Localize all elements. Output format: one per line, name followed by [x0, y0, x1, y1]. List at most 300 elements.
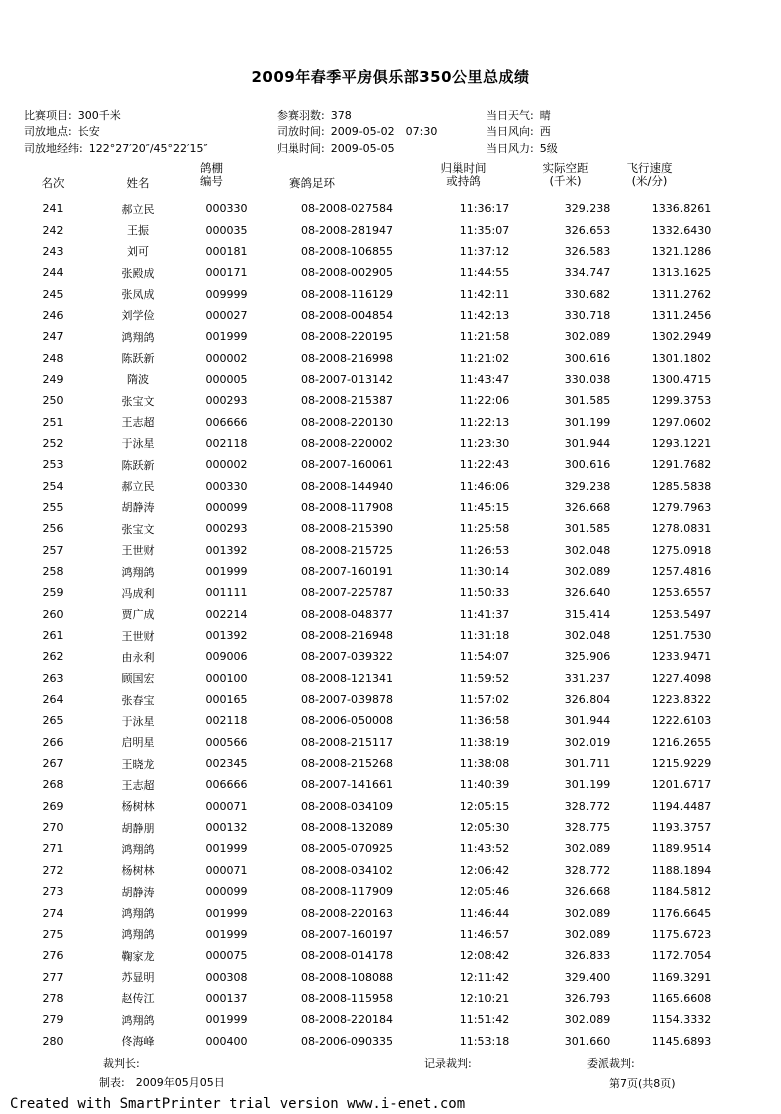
name-cell: 鸿翔鸽: [121, 1013, 155, 1027]
name-cell: 郝立民: [121, 202, 155, 216]
return-time-label: 归巢时间:: [277, 142, 325, 155]
rank-cell: 261: [42, 629, 64, 643]
rank-cell: 241: [42, 202, 64, 216]
speed-cell: 1301.1802: [651, 351, 712, 365]
distance-cell: 302.048: [564, 543, 611, 557]
distance-cell: 301.660: [564, 1034, 611, 1048]
table-row: [20, 604, 726, 625]
speed-cell: 1299.3753: [651, 394, 712, 408]
distance-cell: 300.616: [564, 458, 611, 472]
name-cell: 刘可: [127, 245, 149, 259]
loft-code-cell: 000181: [205, 244, 248, 258]
header-ring: 赛鸽足环: [289, 176, 335, 190]
speed-cell: 1278.0831: [651, 522, 712, 536]
table-row: [20, 753, 726, 774]
arrival-time-cell: 11:53:18: [459, 1034, 510, 1048]
name-cell: 顾国宏: [121, 672, 155, 686]
distance-cell: 315.414: [564, 607, 611, 621]
wind-force-value: 5级: [539, 142, 558, 155]
speed-cell: 1293.1221: [651, 436, 712, 450]
distance-cell: 301.199: [564, 778, 611, 792]
loft-code-cell: 000075: [205, 949, 248, 963]
distance-cell: 302.089: [564, 330, 611, 344]
speed-cell: 1253.5497: [651, 607, 712, 621]
rank-cell: 243: [42, 244, 64, 258]
header-loft-code-line2: 编号: [200, 174, 223, 188]
rank-cell: 273: [42, 885, 64, 899]
rank-cell: 269: [42, 799, 64, 813]
rank-cell: 267: [42, 757, 64, 771]
event-value: 300千米: [77, 109, 121, 122]
speed-cell: 1311.2762: [651, 287, 712, 301]
speed-cell: 1193.3757: [651, 821, 712, 835]
speed-cell: 1201.6717: [651, 778, 712, 792]
header-distance: [516, 162, 615, 188]
loft-code-cell: 002214: [205, 607, 248, 621]
trial-watermark: Created with SmartPrinter trial version www.i-enet.com: [10, 1096, 466, 1112]
loft-code-cell: 009006: [205, 650, 248, 664]
table-row: [20, 988, 726, 1009]
distance-cell: 328.772: [564, 863, 611, 877]
loft-code-cell: 000002: [205, 458, 248, 472]
distance-cell: 300.616: [564, 351, 611, 365]
ring-cell: 08-2007-225787: [301, 586, 393, 600]
loft-code-cell: 000293: [205, 522, 248, 536]
arrival-time-cell: 11:59:52: [459, 671, 510, 685]
arrival-time-cell: 11:36:17: [459, 202, 510, 216]
speed-cell: 1176.6645: [651, 906, 712, 920]
entries-label: 参赛羽数:: [277, 109, 325, 122]
arrival-time-cell: 11:44:55: [459, 266, 510, 280]
weather-value: 晴: [539, 109, 551, 122]
rank-cell: 257: [42, 543, 64, 557]
name-cell: 贾广成: [121, 608, 155, 622]
name-cell: 胡静朋: [121, 821, 155, 835]
speed-cell: 1336.8261: [651, 202, 712, 216]
table-row: [20, 540, 726, 561]
arrival-time-cell: 11:23:30: [459, 436, 510, 450]
table-row: [20, 1030, 726, 1051]
table-row: [20, 668, 726, 689]
info-wind-direction: [486, 124, 551, 140]
distance-cell: 302.019: [564, 735, 611, 749]
arrival-time-cell: 12:05:46: [459, 885, 510, 899]
loft-code-cell: 002345: [205, 757, 248, 771]
table-row: [20, 497, 726, 518]
distance-cell: 328.775: [564, 821, 611, 835]
speed-cell: 1302.2949: [651, 330, 712, 344]
speed-cell: 1233.9471: [651, 650, 712, 664]
speed-cell: 1321.1286: [651, 244, 712, 258]
name-cell: 于泳星: [121, 437, 155, 451]
name-cell: 鸿翔鸽: [121, 907, 155, 921]
arrival-time-cell: 11:22:43: [459, 458, 510, 472]
arrival-time-cell: 12:06:42: [459, 863, 510, 877]
rank-cell: 249: [42, 372, 64, 386]
distance-cell: 331.237: [564, 671, 611, 685]
header-arrival-time-line1: 归巢时间: [440, 161, 487, 175]
loft-code-cell: 001392: [205, 629, 248, 643]
arrival-time-cell: 11:38:08: [459, 757, 510, 771]
speed-cell: 1300.4715: [651, 372, 712, 386]
speed-cell: 1223.8322: [651, 693, 712, 707]
distance-cell: 301.944: [564, 714, 611, 728]
loft-code-cell: 000071: [205, 799, 248, 813]
loft-code-cell: 001999: [205, 565, 248, 579]
name-cell: 由永利: [121, 650, 155, 664]
loft-code-cell: 001999: [205, 1013, 248, 1027]
arrival-time-cell: 12:08:42: [459, 949, 510, 963]
arrival-time-cell: 11:21:02: [459, 351, 510, 365]
name-cell: 冯成利: [121, 586, 155, 600]
ring-cell: 08-2007-160197: [301, 927, 393, 941]
name-cell: 王世财: [121, 629, 155, 643]
ring-cell: 08-2008-215725: [301, 543, 393, 557]
ring-cell: 08-2008-281947: [301, 223, 393, 237]
entries-value: 378: [330, 109, 352, 122]
speed-cell: 1175.6723: [651, 927, 712, 941]
ring-cell: 08-2005-070925: [301, 842, 393, 856]
distance-cell: 325.906: [564, 650, 611, 664]
loft-code-cell: 001999: [205, 906, 248, 920]
table-row: [20, 518, 726, 539]
info-coords: [24, 141, 208, 157]
name-cell: 鸿翔鸽: [121, 565, 155, 579]
header-speed: [605, 162, 694, 188]
table-row: [20, 390, 726, 411]
ring-cell: 08-2008-220195: [301, 330, 393, 344]
rank-cell: 263: [42, 671, 64, 685]
weather-label: 当日天气:: [486, 109, 534, 122]
name-cell: 赵传江: [121, 992, 155, 1006]
rank-cell: 271: [42, 842, 64, 856]
table-row: [20, 838, 726, 859]
loft-code-cell: 002118: [205, 714, 248, 728]
footer-appointed: 委派裁判:: [587, 1057, 635, 1070]
table-row: [20, 198, 726, 219]
ring-cell: 08-2008-220130: [301, 415, 393, 429]
name-cell: 王志超: [121, 778, 155, 792]
info-event: [24, 108, 121, 124]
distance-cell: 328.772: [564, 799, 611, 813]
arrival-time-cell: 11:36:58: [459, 714, 510, 728]
footer-referee: 裁判长:: [103, 1057, 140, 1070]
rank-cell: 245: [42, 287, 64, 301]
speed-cell: 1279.7963: [651, 500, 712, 514]
header-loft-code-line1: 鸽棚: [200, 161, 223, 175]
arrival-time-cell: 12:05:30: [459, 821, 510, 835]
rank-cell: 246: [42, 308, 64, 322]
name-cell: 鞠家龙: [121, 949, 155, 963]
speed-cell: 1172.7054: [651, 949, 712, 963]
rank-cell: 253: [42, 458, 64, 472]
ring-cell: 08-2006-050008: [301, 714, 393, 728]
header-arrival-time: [410, 162, 517, 188]
ring-cell: 08-2008-220002: [301, 436, 393, 450]
arrival-time-cell: 11:25:58: [459, 522, 510, 536]
arrival-time-cell: 12:11:42: [459, 970, 510, 984]
distance-cell: 326.668: [564, 885, 611, 899]
loft-code-cell: 000132: [205, 821, 248, 835]
rank-cell: 276: [42, 949, 64, 963]
return-time-value: 2009-05-05: [330, 142, 395, 155]
rank-cell: 278: [42, 991, 64, 1005]
name-cell: 鸿翔鸽: [121, 330, 155, 344]
arrival-time-cell: 11:46:57: [459, 927, 510, 941]
rank-cell: 266: [42, 735, 64, 749]
name-cell: 于泳星: [121, 714, 155, 728]
distance-cell: 326.583: [564, 244, 611, 258]
loft-code-cell: 000035: [205, 223, 248, 237]
info-release-place: [24, 124, 100, 140]
ring-cell: 08-2008-116129: [301, 287, 393, 301]
name-cell: 隋波: [127, 373, 149, 387]
distance-cell: 330.718: [564, 308, 611, 322]
arrival-time-cell: 11:21:58: [459, 330, 510, 344]
loft-code-cell: 006666: [205, 778, 248, 792]
speed-cell: 1275.0918: [651, 543, 712, 557]
header-name: 姓名: [126, 176, 150, 190]
table-row: [20, 945, 726, 966]
loft-code-cell: 000330: [205, 202, 248, 216]
ring-cell: 08-2008-132089: [301, 821, 393, 835]
table-row: [20, 774, 726, 795]
loft-code-cell: 000002: [205, 351, 248, 365]
distance-cell: 301.585: [564, 394, 611, 408]
table-row: [20, 326, 726, 347]
loft-code-cell: 001999: [205, 330, 248, 344]
speed-cell: 1313.1625: [651, 266, 712, 280]
table-row: [20, 411, 726, 432]
ring-cell: 08-2007-160191: [301, 565, 393, 579]
ring-cell: 08-2007-039878: [301, 693, 393, 707]
rank-cell: 252: [42, 436, 64, 450]
header-rank: 名次: [41, 176, 65, 190]
wind-direction-label: 当日风向:: [486, 125, 534, 138]
loft-code-cell: 001111: [205, 586, 248, 600]
table-row: [20, 454, 726, 475]
name-cell: 张宝文: [121, 394, 155, 408]
name-cell: 张宝文: [121, 522, 155, 536]
table-row: [20, 817, 726, 838]
ring-cell: 08-2008-106855: [301, 244, 393, 258]
loft-code-cell: 009999: [205, 287, 248, 301]
speed-cell: 1184.5812: [651, 885, 712, 899]
arrival-time-cell: 11:43:47: [459, 372, 510, 386]
ring-cell: 08-2006-090335: [301, 1034, 393, 1048]
ring-cell: 08-2008-034109: [301, 799, 393, 813]
ring-cell: 08-2008-002905: [301, 266, 393, 280]
rank-cell: 268: [42, 778, 64, 792]
ring-cell: 08-2008-117908: [301, 500, 393, 514]
distance-cell: 334.747: [564, 266, 611, 280]
arrival-time-cell: 11:54:07: [459, 650, 510, 664]
ring-cell: 08-2008-115958: [301, 991, 393, 1005]
ring-cell: 08-2007-141661: [301, 778, 393, 792]
distance-cell: 326.804: [564, 693, 611, 707]
distance-cell: 329.238: [564, 479, 611, 493]
name-cell: 郝立民: [121, 480, 155, 494]
info-weather: [486, 108, 551, 124]
loft-code-cell: 000099: [205, 885, 248, 899]
distance-cell: 301.944: [564, 436, 611, 450]
name-cell: 陈跃新: [121, 352, 155, 366]
speed-cell: 1311.2456: [651, 308, 712, 322]
loft-code-cell: 001392: [205, 543, 248, 557]
arrival-time-cell: 11:38:19: [459, 735, 510, 749]
distance-cell: 326.653: [564, 223, 611, 237]
arrival-time-cell: 11:37:12: [459, 244, 510, 258]
table-row: [20, 241, 726, 262]
speed-cell: 1291.7682: [651, 458, 712, 472]
ring-cell: 08-2008-215268: [301, 757, 393, 771]
arrival-time-cell: 11:46:06: [459, 479, 510, 493]
speed-cell: 1145.6893: [651, 1034, 712, 1048]
speed-cell: 1297.0602: [651, 415, 712, 429]
coords-value: 122°27′20″/45°22′15″: [88, 142, 208, 155]
loft-code-cell: 000308: [205, 970, 248, 984]
results-table: [20, 198, 726, 1052]
distance-cell: 326.793: [564, 991, 611, 1005]
arrival-time-cell: 11:45:15: [459, 500, 510, 514]
distance-cell: 302.048: [564, 629, 611, 643]
footer-recorder: 记录裁判:: [424, 1057, 472, 1070]
distance-cell: 329.400: [564, 970, 611, 984]
loft-code-cell: 000171: [205, 266, 248, 280]
name-cell: 杨树林: [121, 864, 155, 878]
name-cell: 杨树林: [121, 800, 155, 814]
table-row: [20, 625, 726, 646]
ring-cell: 08-2008-220163: [301, 906, 393, 920]
name-cell: 胡静涛: [121, 885, 155, 899]
speed-cell: 1154.3332: [651, 1013, 712, 1027]
header-speed-line1: 飞行速度: [626, 161, 673, 175]
name-cell: 胡静涛: [121, 501, 155, 515]
arrival-time-cell: 11:40:39: [459, 778, 510, 792]
rank-cell: 274: [42, 906, 64, 920]
table-row: [20, 347, 726, 368]
page-title: 2009年春季平房俱乐部350公里总成绩: [251, 68, 530, 86]
release-time-value: 2009-05-02 07:30: [330, 125, 438, 138]
name-cell: 王世财: [121, 544, 155, 558]
speed-cell: 1194.4487: [651, 799, 712, 813]
arrival-time-cell: 11:35:07: [459, 223, 510, 237]
table-row: [20, 860, 726, 881]
rank-cell: 264: [42, 693, 64, 707]
speed-cell: 1169.3291: [651, 970, 712, 984]
loft-code-cell: 000137: [205, 991, 248, 1005]
name-cell: 启明星: [121, 736, 155, 750]
speed-cell: 1285.5838: [651, 479, 712, 493]
ring-cell: 08-2008-014178: [301, 949, 393, 963]
arrival-time-cell: 11:51:42: [459, 1013, 510, 1027]
loft-code-cell: 000400: [205, 1034, 248, 1048]
name-cell: 张殿成: [121, 266, 155, 280]
distance-cell: 326.833: [564, 949, 611, 963]
loft-code-cell: 000330: [205, 479, 248, 493]
loft-code-cell: 000165: [205, 693, 248, 707]
arrival-time-cell: 11:43:52: [459, 842, 510, 856]
ring-cell: 08-2007-013142: [301, 372, 393, 386]
table-row: [20, 283, 726, 304]
name-cell: 刘学俭: [121, 309, 155, 323]
table-row: [20, 796, 726, 817]
table-row: [20, 561, 726, 582]
table-row: [20, 710, 726, 731]
event-label: 比赛项目:: [24, 109, 72, 122]
results-body: [20, 198, 726, 1052]
ring-cell: 08-2007-039322: [301, 650, 393, 664]
distance-cell: 302.089: [564, 906, 611, 920]
name-cell: 王振: [127, 224, 149, 238]
rank-cell: 255: [42, 500, 64, 514]
arrival-time-cell: 11:57:02: [459, 693, 510, 707]
table-row: [20, 966, 726, 987]
coords-label: 司放地经纬:: [24, 142, 83, 155]
loft-code-cell: 000027: [205, 308, 248, 322]
arrival-time-cell: 11:31:18: [459, 629, 510, 643]
info-wind-force: [486, 141, 558, 157]
rank-cell: 250: [42, 394, 64, 408]
footer-page-number: 第7页(共8页): [609, 1077, 676, 1090]
distance-cell: 301.199: [564, 415, 611, 429]
loft-code-cell: 000100: [205, 671, 248, 685]
ring-cell: 08-2008-108088: [301, 970, 393, 984]
rank-cell: 251: [42, 415, 64, 429]
speed-cell: 1216.2655: [651, 735, 712, 749]
footer-made-by: 制表: 2009年05月05日: [99, 1076, 225, 1089]
arrival-time-cell: 11:42:11: [459, 287, 510, 301]
distance-cell: 302.089: [564, 842, 611, 856]
name-cell: 张春宝: [121, 693, 155, 707]
table-row: [20, 219, 726, 240]
arrival-time-cell: 11:22:06: [459, 394, 510, 408]
table-row: [20, 305, 726, 326]
distance-cell: 330.038: [564, 372, 611, 386]
distance-cell: 302.089: [564, 565, 611, 579]
name-cell: 苏显明: [121, 971, 155, 985]
distance-cell: 326.640: [564, 586, 611, 600]
wind-direction-value: 西: [539, 125, 551, 138]
rank-cell: 248: [42, 351, 64, 365]
rank-cell: 259: [42, 586, 64, 600]
speed-cell: 1257.4816: [651, 565, 712, 579]
ring-cell: 08-2008-121341: [301, 671, 393, 685]
loft-code-cell: 006666: [205, 415, 248, 429]
name-cell: 鸿翔鸽: [121, 842, 155, 856]
info-entries: [277, 108, 352, 124]
speed-cell: 1189.9514: [651, 842, 712, 856]
name-cell: 张凤成: [121, 288, 155, 302]
distance-cell: 329.238: [564, 202, 611, 216]
arrival-time-cell: 12:10:21: [459, 991, 510, 1005]
table-row: [20, 881, 726, 902]
arrival-time-cell: 11:30:14: [459, 565, 510, 579]
arrival-time-cell: 12:05:15: [459, 799, 510, 813]
arrival-time-cell: 11:42:13: [459, 308, 510, 322]
ring-cell: 08-2008-220184: [301, 1013, 393, 1027]
header-distance-line1: 实际空距: [542, 161, 589, 175]
table-row: [20, 689, 726, 710]
speed-cell: 1251.7530: [651, 629, 712, 643]
loft-code-cell: 000071: [205, 863, 248, 877]
rank-cell: 242: [42, 223, 64, 237]
rank-cell: 244: [42, 266, 64, 280]
ring-cell: 08-2008-034102: [301, 863, 393, 877]
speed-cell: 1222.6103: [651, 714, 712, 728]
arrival-time-cell: 11:22:13: [459, 415, 510, 429]
arrival-time-cell: 11:50:33: [459, 586, 510, 600]
